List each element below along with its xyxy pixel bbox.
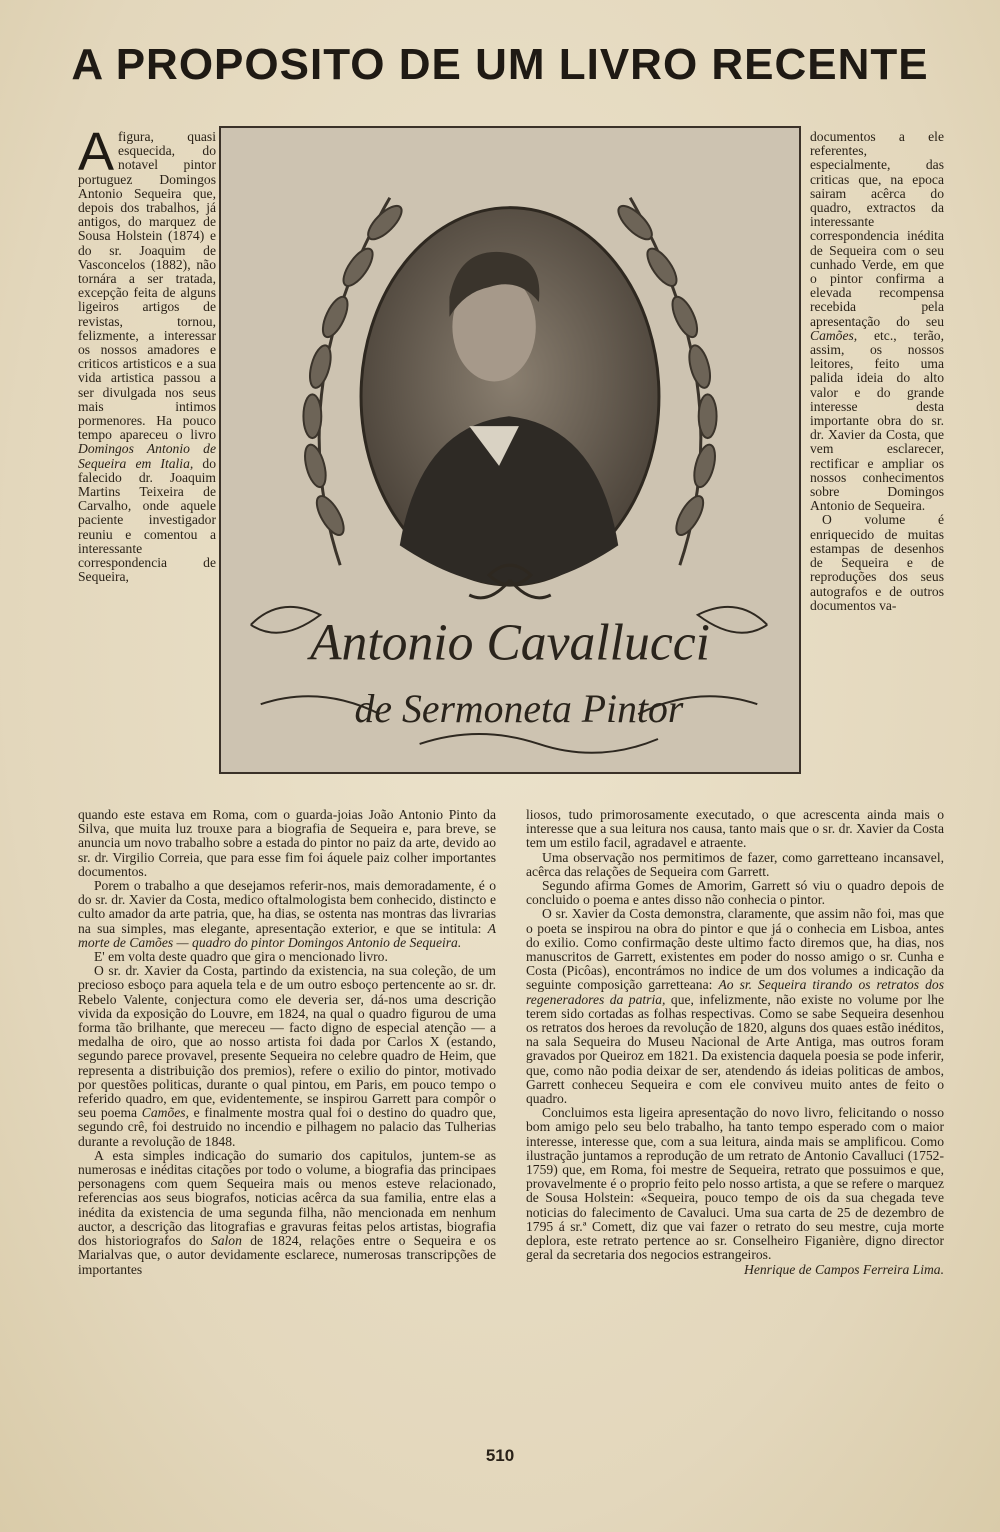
paragraph: E' em volta deste quadro que gira o mencionado livro. <box>94 949 388 965</box>
paragraph: Porem o trabalho a que desejamos referir-nos, mais demoradamente, é o do sr. dr. Xavier da Costa, medico oftalmologista bem conhecido, distincto e culto amador da arte patria, que, ha dias, se ostenta nas montras das livrarias na sua simples, mas elegante, apresentação exterior, e que se intitula: A morte de Camões — quadro do pintor Domingos Antonio de Sequeira. <box>78 878 497 950</box>
paragraph: A esta simples indicação do sumario dos capitulos, juntem-se as numerosas e inéditas citações por todo o volume, a biografia das principaes personagens com quem Sequeira mais ou menos esteve relacionado, referencias aos seus biografos, noticias acêrca da sua familia, entre elas a inédita da existencia de uma segunda filha, não mencionada em nenhum auctor, a descrição das litografias e gravuras feitas pelos artistas, biografia dos historiografos do Salon de 1824, relações entre o Sequeira e os Marialvas que, o autor devidamente esclarece, numerosas transcripções de importantes <box>78 1147 496 1277</box>
paragraph: Concluimos esta ligeira apresentação do novo livro, felicitando o nosso bom amigo pelo seu belo trabalho, ha tanto tempo esperado com o maior interesse, interesse que, com a sua leitura, ainda mais se amplificou. Como ilustração juntamos a reprodução de um retrato de Antonio Cavalluci (1752-1759) que, em Roma, foi mestre de Sequeira, retrato que possuimos e que, provavelmente é o proprio feito pelo nosso artista, a que se refere o marquez de Sousa Holstein: «Sequeira, pouco tempo de ois da sua chegada teve noticias do falecimento de Cavaluci. Uma sua carta de 25 de dezembro de 1795 á sr.ª Comett, diz que vai fazer o retrato do seu mestre, cuja morte deplora, este retrato pertence ao sr. Conselheiro Figanière, digno director geral da secretaria dos negocios estrangeiros. <box>526 1105 944 1263</box>
portrait-illustration <box>221 128 799 772</box>
paragraph: Segundo afirma Gomes de Amorim, Garrett só viu o quadro depois de concluido o poema e antes disso não conhecia o pintor. <box>526 878 944 908</box>
right-column-para2: O volume é enriquecido de muitas estampas de desenhos de Sequeira e de reproduções dos seus autografos e de outros documentos va- <box>810 512 944 613</box>
paragraph: O sr. Xavier da Costa demonstra, claramente, que assim não foi, mas que o poeta se inspirou na obra do pintor e que já o conhecia em Lisboa, antes do exilio. Como confirmação deste ultimo facto diremos que, ha dias, nos manuscritos de Garrett, existentes em poder do nosso amigo o sr. Cunha e Costa (Picôas), encontrámos no indice de um dos volumes a indicação da seguinte composição garretteana: Ao sr. Sequeira tirando os retratos dos regeneradores da patria, que, infelizmente, não existe no volume por lhe terem sido cortadas as folhas respectivas. Como se sabe Sequeira desenhou os retratos dos heroes da revolução de 1820, alguns dos quaes estão inéditos, na sala Sequeira do Museu Nacional de Arte Antiga, mas outros foram gravados por Queiroz em 1821. Da existencia daquela poesia se pode inferir, que, como não podia deixar de ser, atendendo ás ideias politicas de ambos, Garrett conheceu Sequeira e com ele conviveu muito antes de feito o quadro. <box>526 906 944 1107</box>
page-number: 510 <box>485 1446 515 1465</box>
paragraph: Uma observação nos permitimos de fazer, como garretteano incansavel, acêrca das relações de Sequeira com Garrett. <box>526 849 944 879</box>
book-title: Domingos Antonio de Sequeira em Italia, <box>78 441 216 471</box>
right-column-text: documentos a ele referentes, especialmente, das criticas que, na epoca sairam acêrca do quadro, extractos da interessante correspondencia inédita de Sequeira com o seu cunhado Verde, em que o pintor confirma a elevada recompensa recebida pela apresentação do seu Camões, etc., terão, assim, os nossos leitores, feito uma palida ideia do alto valor e do grande interesse desta importante obra do sr. dr. Xavier da Costa, que vem esclarecer, rectificar e ampliar os nossos conhecimentos sobre Domingos Antonio de Sequeira. <box>810 129 944 514</box>
article-title: A PROPOSITO DE UM LIVRO RECENTE <box>71 40 929 89</box>
bottom-right-column <box>526 808 944 1277</box>
drop-cap: A <box>78 122 115 182</box>
portrait-caption-line2: de Sermoneta Pintor <box>354 687 684 732</box>
left-column <box>78 122 216 585</box>
paragraph: O sr. dr. Xavier da Costa, partindo da existencia, na sua coleção, de um precioso esboço para aquela tela e de um outro esboço pertencente ao sr. dr. Rebelo Valente, conjectura como ele deveria ser, dá-nos uma descrição vivida da exposição do Louvre, em 1824, na qual o quadro figurou de uma forma tão brilhante, que mereceu — facto digno de especial atenção — a medalha de oiro, que ao nosso artista foi dada por Carlos X (estando, segundo parece provavel, presente Sequeira no celebre quadro de Heim, que representa a distribuição dos premios), refere o exilio do pintor, motivado por questões politicas, durante o qual pintou, em Paris, em pouco tempo o referido quadro, em que, evidentemente, se inspirou Garrett para compôr o seu poema Camões, e finalmente mostra qual foi o destino do quadro que, segundo crê, foi destruido no incendio e pilhagem no palacio das Tulherias durante a revolução de 1848. <box>78 963 496 1149</box>
portrait-caption-line1: Antonio Cavallucci <box>309 614 711 672</box>
paragraph: quando este estava em Roma, com o guarda-joias João Antonio Pinto da Silva, que muita luz trouxe para a biografia de Sequeira e, para breve, se anuncia um novo trabalho sobre a estada do pintor no paiz da arte, devido ao sr. dr. Virgilio Correia, que para esse fim foi áquele paiz colher importantes documentos. <box>78 807 496 879</box>
bottom-left-column <box>78 808 496 1277</box>
portrait-engraving <box>219 126 801 774</box>
author-signature: Henrique de Campos Ferreira Lima. <box>744 1261 944 1277</box>
paragraph: liosos, tudo primorosamente executado, o que acrescenta ainda mais o interesse que a sua leitura nos causa, tanto mais que o sr. dr. Xavier da Costa tem um estilo facil, agradavel e atraente. <box>526 807 944 851</box>
right-column <box>810 130 944 613</box>
left-column-text: figura, quasi esquecida, do notavel pintor portuguez Domingos Antonio Sequeira que, depois dos trabalhos, já antigos, do marquez de Sousa Holstein (1874) e do sr. Joaquim de Vasconcelos (1882), não tornára a ser tratada, excepção feita de alguns ligeiros artigos de revistas, tornou, felizmente, a interessar os nossos amadores e criticos artisticos e a sua vida artistica passou a ser divulgada nos seus mais intimos pormenores. Ha pouco tempo apareceu o livro Domingos Antonio de Sequeira em Italia, do falecido dr. Joaquim Martins Teixeira de Carvalho, onde aquele paciente investigador reuniu e comentou a interessante correspondencia de Sequeira, <box>78 129 216 585</box>
